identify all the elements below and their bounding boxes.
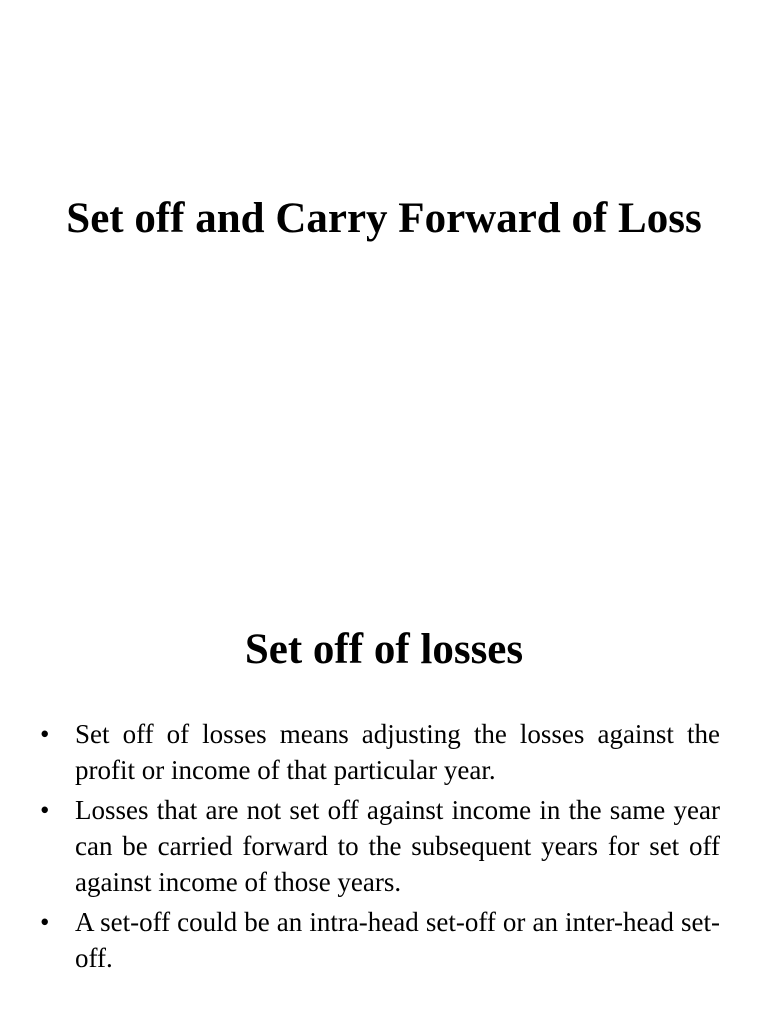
- bullet-text: A set-off could be an intra-head set-off or an inter-head set-off.: [75, 907, 720, 973]
- bullet-icon: •: [40, 907, 50, 937]
- section-heading: Set off of losses: [244, 626, 524, 673]
- bullet-text: Set off of losses means adjusting the losses against the profit or income of that particular year.: [75, 719, 720, 785]
- slide-title: Set off and Carry Forward of Loss: [66, 195, 702, 242]
- bullet-item: [40, 904, 720, 976]
- bullet-icon: •: [40, 795, 50, 825]
- bullet-text: Losses that are not set off against income in the same year can be carried forward to the subsequent years for set off against income of those years.: [75, 795, 720, 897]
- bullet-item: [40, 716, 720, 788]
- bullet-icon: •: [40, 719, 50, 749]
- bullet-item: [40, 792, 720, 900]
- bullet-list: [40, 716, 720, 980]
